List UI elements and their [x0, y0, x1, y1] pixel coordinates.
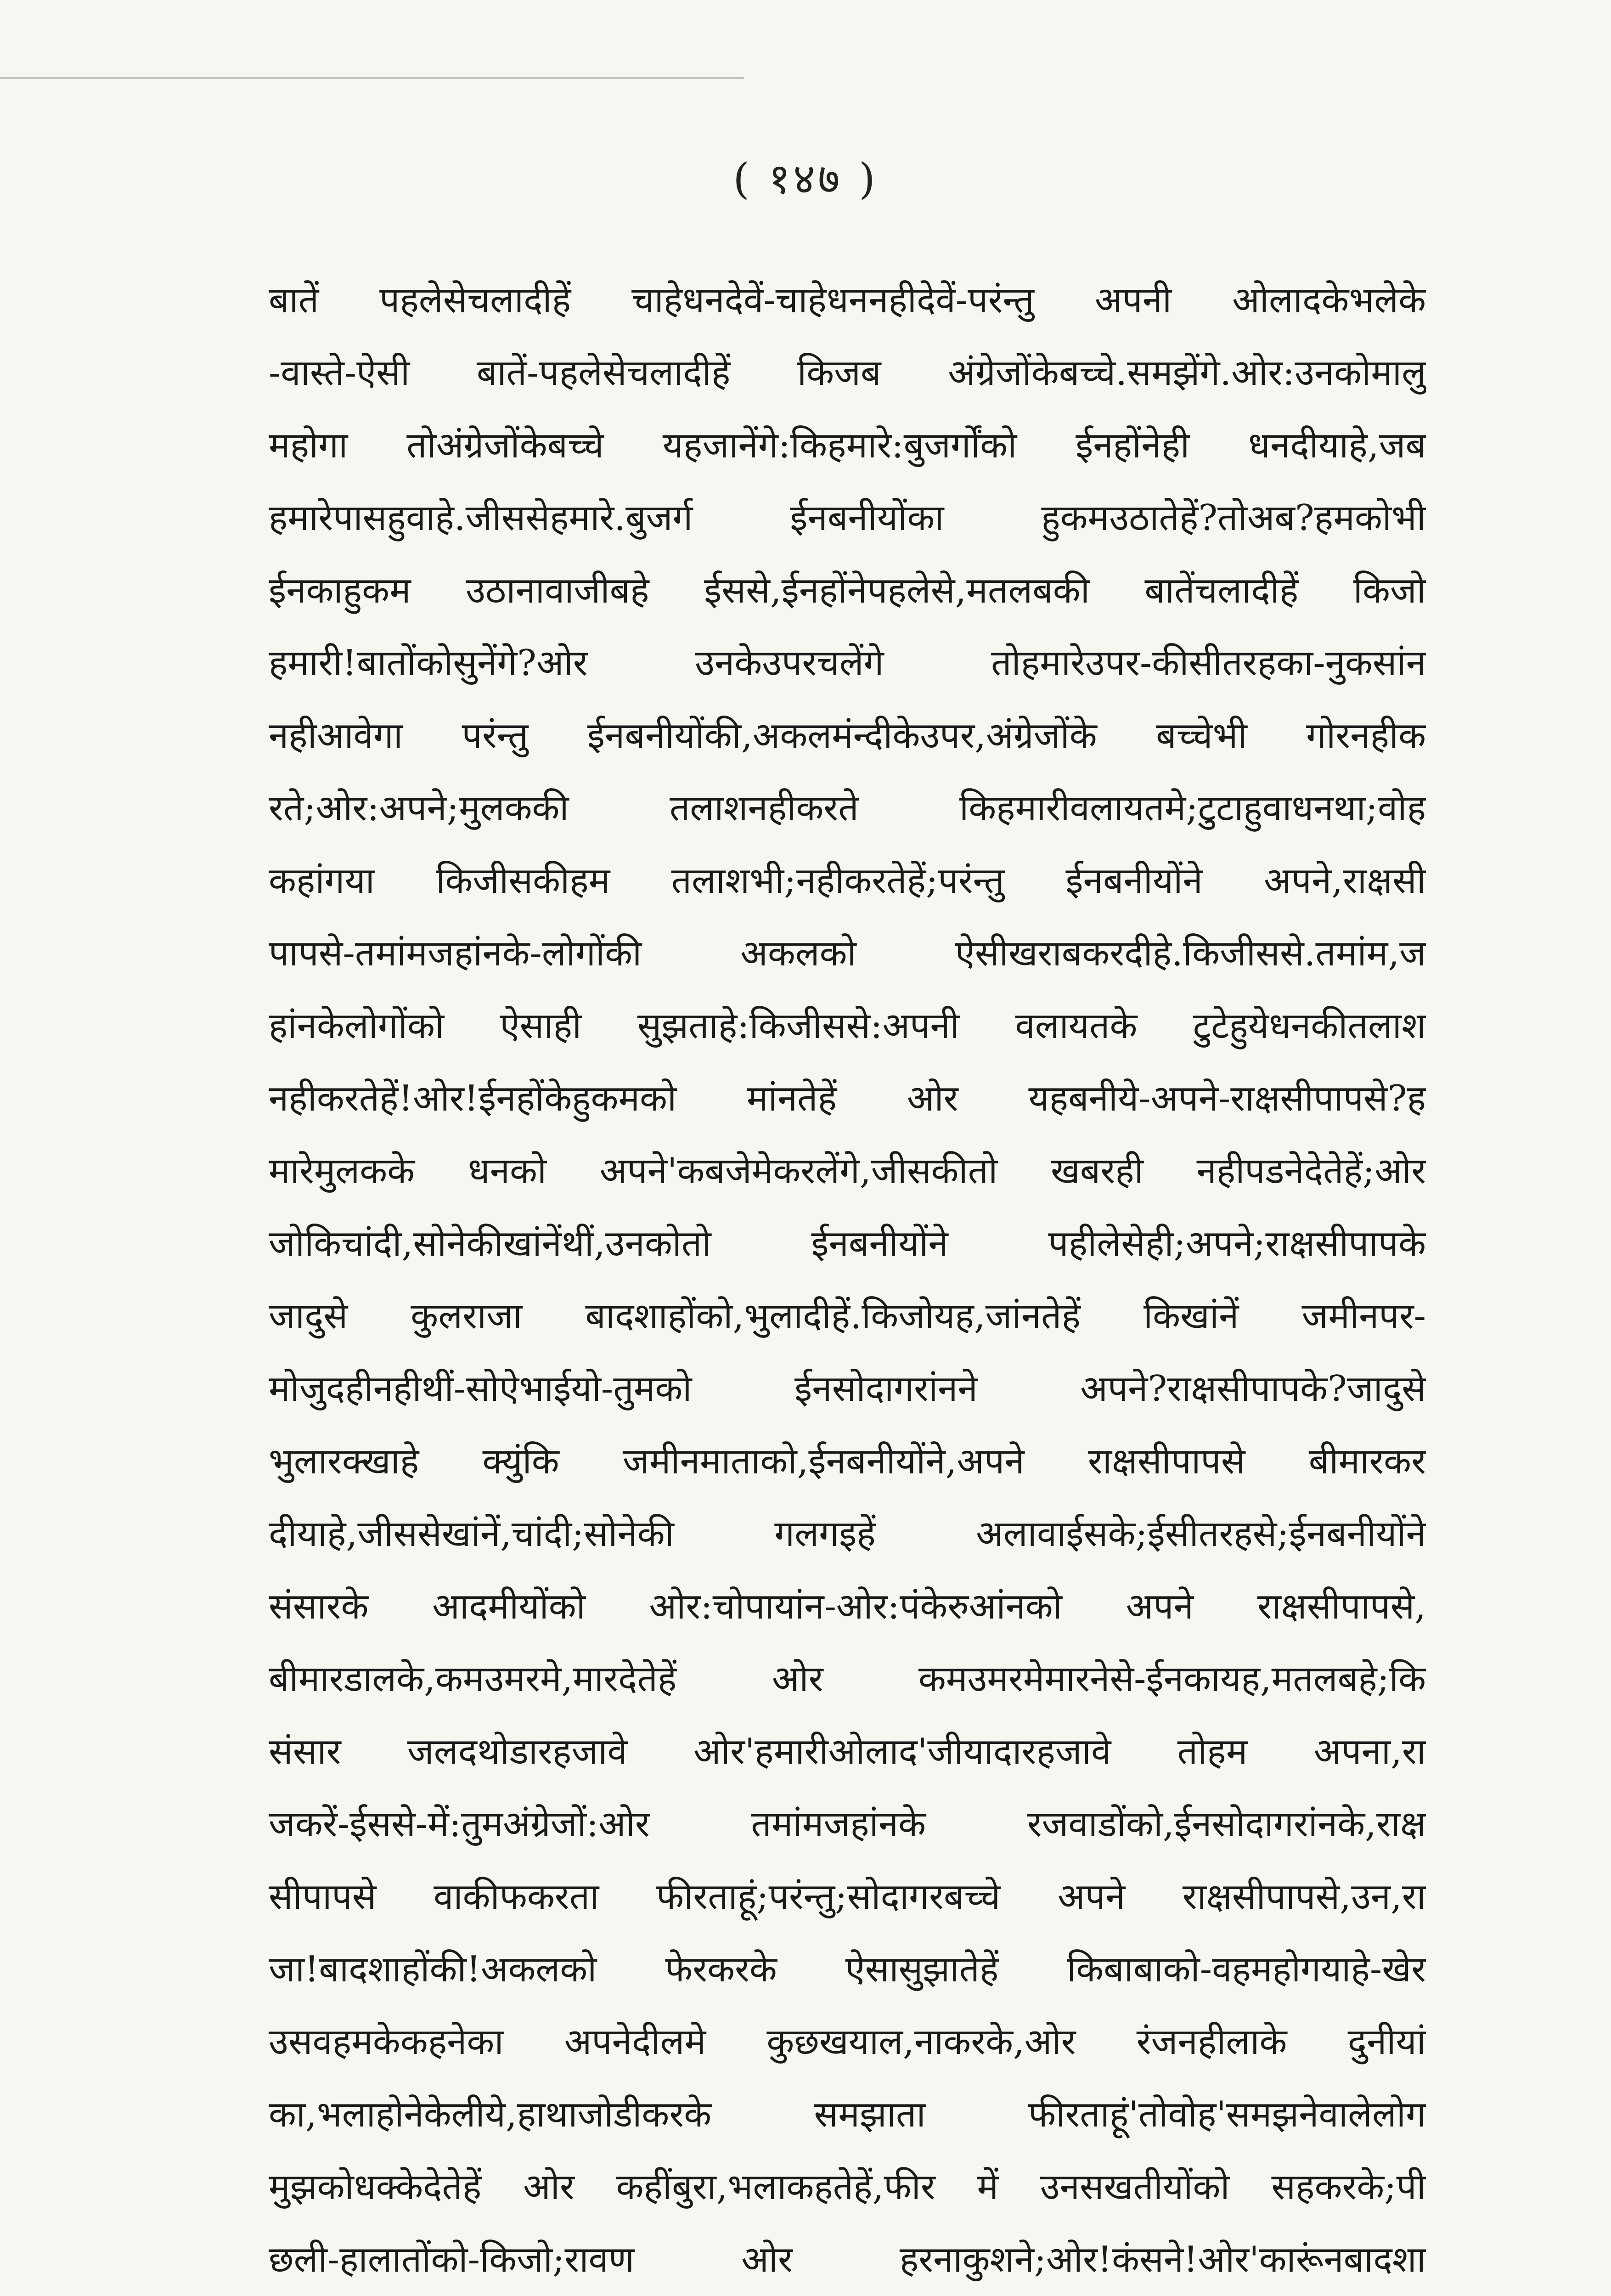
text-line: मारेमुलकके धनको अपने'कबजेमेकरलेंगे,जीसकीतो खबरही नहीपडनेदेतेहें;ओर	[269, 1151, 1426, 1192]
text-line: ईनकाहुकम उठानावाजीबहे ईससे,ईनहोंनेपहलेसे,मतलबकी बातेंचलादीहें किजो	[269, 570, 1426, 611]
text-line: नहीआवेगा परंन्तु ईनबनीयोंकी,अकलमंन्दीकेउपर,अंग्रेजोंके बच्चेभी गोरनहीक	[269, 715, 1426, 756]
text-line: हमारेपासहुवाहे.जीससेहमारे.बुजर्ग ईनबनीयोंका हुकमउठातेहें?तोअब?हमकोभी	[269, 497, 1426, 539]
body-text	[269, 264, 1426, 2296]
top-edge-rule	[0, 77, 744, 79]
text-line: जोकिचांदी,सोनेकीखांनेंथीं,उनकोतो ईनबनीयोंने पहीलेसेही;अपने;राक्षसीपापके	[269, 1223, 1426, 1264]
text-line: -वास्ते-ऐसी बातें-पहलेसेचलादीहें किजब अंग्रेजोंकेबच्चे.समझेंगे.ओर:उनकोमालु	[269, 352, 1426, 394]
text-line: पापसे-तमांमजहांनके-लोगोंकी अकलको ऐसीखराबकरदीहे.किजीससे.तमांम,ज	[269, 933, 1426, 974]
text-line: भुलारक्खाहे क्युंकि जमीनमाताको,ईनबनीयोंने,अपने राक्षसीपापसे बीमारकर	[269, 1441, 1426, 1482]
text-line: संसारके आदमीयोंको ओर:चोपायांन-ओर:पंकेरुआंनको अपने राक्षसीपापसे,	[269, 1586, 1426, 1627]
text-line: हांनकेलोगोंको ऐसाही सुझताहे:किजीससे:अपनी वलायतके टुटेहुयेधनकीतलाश	[269, 1005, 1426, 1047]
page-number: ( १४७ )	[733, 154, 878, 203]
text-line: का,भलाहोनेकेलीये,हाथाजोडीकरके समझाता फीरताहूं'तोवोह'समझनेवालेलोग	[269, 2094, 1426, 2135]
text-line: कहांगया किजीसकीहम तलाशभी;नहीकरतेहें;परंन्तु ईनबनीयोंने अपने,राक्षसी	[269, 860, 1426, 902]
text-line: जा!बादशाहोंकी!अकलको फेरकरके ऐसासुझातेहें किबाबाको-वहमहोगयाहे-खेर	[269, 1949, 1426, 1990]
text-line: जादुसे कुलराजा बादशाहोंको,भुलादीहें.किजोयह,जांनतेहें किखांनें जमीनपर-	[269, 1296, 1426, 1337]
text-line: मोजुदहीनहीथीं-सोऐभाईयो-तुमको ईनसोदागरांनने अपने?राक्षसीपापके?जादुसे	[269, 1368, 1426, 1410]
text-line: छली-हालातोंको-किजो;रावण ओर हरनाकुशने;ओर!कंसने!ओर'कारूंनबादशा	[269, 2239, 1426, 2280]
text-line: उसवहमकेकहनेका अपनेदीलमे कुछखयाल,नाकरके,ओर रंजनहीलाके दुनीयां	[269, 2021, 1426, 2063]
text-line: दीयाहे,जीससेखांनें,चांदी;सोनेकी गलगइहें अलावाईसके;ईसीतरहसे;ईनबनीयोंने	[269, 1513, 1426, 1555]
text-line: हमारी!बातोंकोसुनेंगे?ओर उनकेउपरचलेंगे तोहमारेउपर-कीसीतरहका-नुकसांन	[269, 643, 1426, 684]
text-line: महोगा तोअंग्रेजोंकेबच्चे यहजानेंगे:किहमारे:बुजर्गोंको ईनहोंनेही धनदीयाहे,जब	[269, 425, 1426, 466]
text-line: मुझकोधक्केदेतेहें ओर कहींबुरा,भलाकहतेहें,फीर में उनसखतीयोंको सहकरके;पी	[269, 2166, 1426, 2208]
text-line: बीमारडालके,कमउमरमे,मारदेतेहें ओर कमउमरमेमारनेसे-ईनकायह,मतलबहे;कि	[269, 1659, 1426, 1700]
text-line: संसार जलदथोडारहजावे ओर'हमारीओलाद'जीयादारहजावे तोहम अपना,रा	[269, 1731, 1426, 1772]
text-line: सीपापसे वाकीफकरता फीरताहूं;परंन्तु;सोदागरबच्चे अपने राक्षसीपापसे,उन,रा	[269, 1876, 1426, 1918]
text-line: रते;ओर:अपने;मुलककी तलाशनहीकरते किहमारीवलायतमे;टुटाहुवाधनथा;वोह	[269, 788, 1426, 829]
text-line: नहीकरतेहें!ओर!ईनहोंकेहुकमको मांनतेहें ओर यहबनीये-अपने-राक्षसीपापसे?ह	[269, 1078, 1426, 1119]
text-line: जकरें-ईससे-में:तुमअंग्रेजों:ओर तमांमजहांनके रजवाडोंको,ईनसोदागरांनके,राक्ष	[269, 1804, 1426, 1845]
text-line: बातें पहलेसेचलादीहें चाहेधनदेवें-चाहेधननहीदेवें-परंन्तु अपनी ओलादकेभलेके	[269, 280, 1426, 321]
